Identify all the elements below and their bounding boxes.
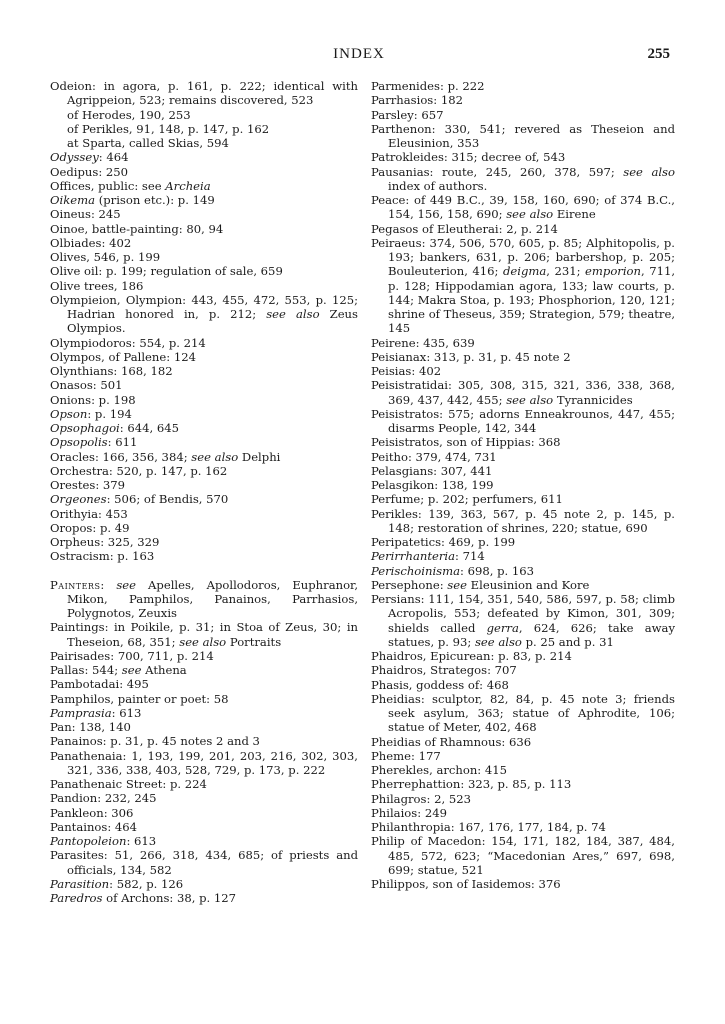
entry-text: Opson <box>50 406 88 421</box>
index-entry <box>371 492 675 506</box>
entry-text: : 464 <box>98 150 129 165</box>
index-entry <box>371 535 675 549</box>
entry-text: : p. 194 <box>87 406 132 421</box>
index-entry <box>50 578 358 621</box>
entry-text: Paintings: in Poikile, p. 31; in Stoa of Zeus, 30; in Theseion, 68, 351; <box>50 620 358 649</box>
entry-text: Olympieion, Olympion: 443, 455, 472, 553, p. 125; Hadrian honored in, p. 212; <box>50 292 358 321</box>
index-entry <box>371 578 675 592</box>
entry-text: Pelasgikon: 138, 199 <box>371 478 494 492</box>
index-entry <box>371 478 675 492</box>
index-entry <box>50 79 358 108</box>
index-entry <box>371 877 675 891</box>
entry-text: Phasis, goddess of: 468 <box>371 677 509 692</box>
entry-text: Peisistratos, son of Hippias: 368 <box>371 435 561 450</box>
index-entry <box>50 848 358 877</box>
entry-text: Peisistratos: 575; adorns Enneakrounos, 447, 455; disarms People, 142, 344 <box>371 406 675 435</box>
entry-text: see also <box>506 207 554 222</box>
entry-text: Paredros <box>50 891 103 905</box>
index-entry <box>50 791 358 805</box>
index-entry <box>50 806 358 820</box>
index-entry <box>371 222 675 236</box>
index-entry <box>50 450 358 464</box>
entry-text: Perikles: 139, 363, 567, p. 45 note 2, p. 145, p. 148; restoration of shrines, 220; statue, 690 <box>371 506 675 535</box>
entry-text: Philagros: 2, 523 <box>371 791 471 806</box>
entry-text: Peirene: 435, 639 <box>371 335 475 350</box>
index-entry <box>371 464 675 478</box>
entry-text: Pheidias of Rhamnous: 636 <box>371 734 532 749</box>
index-entry <box>50 264 358 278</box>
index-entry <box>50 663 358 677</box>
entry-text: see also <box>179 634 227 649</box>
entry-text: Oikema <box>50 193 96 207</box>
entry-text: Apelles, Apollodoros, Euphranor, Mikon, Pamphilos, Panainos, Parrhasios, Polygnotos, Zeuxis <box>67 577 359 620</box>
entry-text: Philippos, son of Iasidemos: 376 <box>371 877 561 891</box>
page-header <box>48 46 670 66</box>
index-entry <box>371 649 675 663</box>
index-entry <box>50 677 358 691</box>
index-entry <box>371 820 675 834</box>
entry-text: see also <box>191 449 239 464</box>
index-subentry <box>50 108 358 122</box>
entry-text: : 506; of Bendis, 570 <box>106 492 229 507</box>
entry-text: Peace: of 449 B.C., 39, 158, 160, 690; of 374 B.C., 154, 156, 158, 690; <box>371 193 675 222</box>
entry-text: : 714 <box>455 549 485 564</box>
entry-text: Orgeones <box>50 492 107 507</box>
index-entry <box>371 792 675 806</box>
entry-text: Pandion: 232, 245 <box>50 791 157 806</box>
entry-text: Odyssey <box>50 150 99 165</box>
index-entry <box>50 720 358 734</box>
index-entry <box>50 820 358 834</box>
index-entry <box>50 336 358 350</box>
index-entry <box>371 735 675 749</box>
index-entry <box>371 378 675 407</box>
index-entry <box>371 236 675 336</box>
index-entry <box>50 207 358 221</box>
entry-text: emporion <box>585 264 642 279</box>
index-entry <box>371 678 675 692</box>
entry-text: Parthenon: 330, 541; revered as Theseion and Eleusinion, 353 <box>371 121 675 150</box>
entry-text: see also <box>474 634 522 649</box>
index-entry <box>50 150 358 164</box>
index-entry <box>50 492 358 506</box>
index-entry <box>371 93 675 107</box>
index-entry <box>371 549 675 563</box>
entry-text: Eleusinion and Kore <box>466 577 590 592</box>
index-entry <box>50 222 358 236</box>
entry-text: Archeia <box>165 178 211 193</box>
index-entry <box>50 165 358 179</box>
entry-text: , 624, 626; take away statues, p. 93; <box>388 620 675 649</box>
index-entry <box>371 507 675 536</box>
entry-text: Phaidros, Epicurean: p. 83, p. 214 <box>371 649 572 663</box>
index-subentry <box>50 122 358 136</box>
index-entry <box>371 193 675 222</box>
entry-text: Phaidros, Strategos: 707 <box>371 663 517 678</box>
index-entry <box>371 108 675 122</box>
entry-text: at Sparta, called Skias, 594 <box>67 136 229 150</box>
entry-text: p. 25 and p. 31 <box>521 634 614 649</box>
entry-text: Delphi <box>238 449 281 464</box>
index-column-left <box>50 79 358 905</box>
index-entry <box>50 393 358 407</box>
index-entry <box>50 293 358 336</box>
entry-text: Pherrephattion: 323, p. 85, p. 113 <box>371 777 572 792</box>
entry-text: Orchestra: 520, p. 147, p. 162 <box>50 463 228 478</box>
entry-text: Panathenaic Street: p. 224 <box>50 777 207 791</box>
entry-text: Philanthropia: 167, 176, 177, 184, p. 74 <box>371 820 606 834</box>
index-entry <box>50 478 358 492</box>
entry-text: Olynthians: 168, 182 <box>50 364 173 378</box>
index-entry <box>371 592 675 649</box>
entry-text: Pambotadai: 495 <box>50 677 149 692</box>
entry-text: Oropos: p. 49 <box>50 520 130 535</box>
entry-text: Pallas: 544; <box>50 663 122 677</box>
entry-text: Pamprasia <box>50 705 112 720</box>
index-entry <box>371 165 675 194</box>
index-entry <box>371 450 675 464</box>
index-entry <box>50 549 358 563</box>
entry-text: Peitho: 379, 474, 731 <box>371 449 497 464</box>
entry-text: Pan: 138, 140 <box>50 720 131 734</box>
index-entry <box>371 777 675 791</box>
entry-text: Olbiades: 402 <box>50 235 132 250</box>
entry-text: Perirrhanteria <box>371 549 456 564</box>
entry-text: Pantainos: 464 <box>50 819 138 834</box>
index-entry <box>50 179 358 193</box>
index-entry <box>50 193 358 207</box>
entry-text: see <box>116 577 137 592</box>
entry-text: Parasition <box>50 876 110 891</box>
page-number: 255 <box>647 46 670 62</box>
entry-text: Persians: 111, 154, 351, 540, 586, 597, p. 58; climb Acropolis, 553; defeated by Kimon, 301, 309; shields called <box>371 592 675 635</box>
index-entry <box>50 250 358 264</box>
entry-text: Tyrannicides <box>553 392 633 407</box>
entry-text: Pankleon: 306 <box>50 805 134 820</box>
entry-text: see <box>121 663 142 677</box>
entry-text: Onasos: 501 <box>50 378 123 393</box>
entry-text: index of authors. <box>388 178 488 193</box>
index-entry <box>50 435 358 449</box>
entry-text: Pherekles, archon: 415 <box>371 763 508 777</box>
index-entry <box>50 706 358 720</box>
entry-text: : 582, p. 126 <box>109 876 184 891</box>
index-entry <box>50 891 358 905</box>
entry-text: Parsley: 657 <box>371 107 444 122</box>
entry-text: Olives, 546, p. 199 <box>50 250 161 264</box>
entry-text: Pegasos of Eleutherai: 2, p. 214 <box>371 221 558 236</box>
index-entry <box>50 464 358 478</box>
entry-text: Portraits <box>226 634 282 649</box>
index-entry <box>371 336 675 350</box>
entry-text: Peiraeus: 374, 506, 570, 605, p. 85; Alphitopolis, p. 193; bankers, 631, p. 206; barbershop, p. 205; Bouleuterion, 416; <box>371 235 675 279</box>
entry-text: see also <box>266 307 320 321</box>
entry-text: of Archons: 38, p. 127 <box>102 891 237 905</box>
index-entry <box>50 236 358 250</box>
page-title: INDEX <box>333 46 385 62</box>
entry-text: Olive trees, 186 <box>50 278 144 293</box>
index-entry <box>371 806 675 820</box>
index-entry <box>50 378 358 392</box>
entry-text: Parmenides: p. 222 <box>371 79 485 93</box>
index-entry <box>50 777 358 791</box>
entry-text: Olive oil: p. 199; regulation of sale, 659 <box>50 264 283 279</box>
index-entry <box>371 364 675 378</box>
entry-text: Pausanias: route, 245, 260, 378, 597; <box>371 164 624 179</box>
entry-text: : 644, 645 <box>119 421 180 435</box>
entry-text: Ostracism: p. 163 <box>50 549 155 564</box>
index-entry <box>50 421 358 435</box>
entry-text: Panathenaia: 1, 193, 199, 201, 203, 216, 302, 303, 321, 336, 338, 403, 528, 729, p. 173, p. 222 <box>50 748 358 777</box>
index-entry <box>50 692 358 706</box>
entry-text: Panainos: p. 31, p. 45 notes 2 and 3 <box>50 734 260 749</box>
index-entry <box>50 521 358 535</box>
entry-text: Oracles: 166, 356, 384; <box>50 449 192 464</box>
index-entry <box>371 435 675 449</box>
entry-text: Orpheus: 325, 329 <box>50 535 160 549</box>
index-entry <box>50 279 358 293</box>
index-column-right <box>371 79 675 891</box>
index-entry <box>371 834 675 877</box>
entry-text: Onions: p. 198 <box>50 392 136 407</box>
entry-text: Peisianax: 313, p. 31, p. 45 note 2 <box>371 349 571 364</box>
index-entry <box>371 350 675 364</box>
entry-text: : 613 <box>111 705 142 720</box>
entry-text: see also <box>623 164 675 179</box>
entry-text: Pheidias: sculptor, 82, 84, p. 45 note 3; friends seek asylum, 363; statue of Aphrodite, 106; statue of Meter, 402, 468 <box>371 691 675 735</box>
index-entry <box>371 564 675 578</box>
entry-text: Pantopoleion <box>50 834 127 848</box>
entry-text: Oedipus: 250 <box>50 164 129 179</box>
index-entry <box>50 507 358 521</box>
entry-text: Parasites: 51, 266, 318, 434, 685; of priests and officials, 134, 582 <box>50 848 358 877</box>
entry-text: Opsophagoi <box>50 421 120 435</box>
index-entry <box>50 407 358 421</box>
index-entry <box>50 749 358 778</box>
entry-text: , 711, p. 128; Hippodamian agora, 133; law courts, p. 144; Makra Stoa, p. 193; Phosphorion, 120, 121; shrine of Theseus, 359; Strategion, 579; theatre, 145 <box>388 264 676 336</box>
entry-text: Persephone: <box>371 577 448 592</box>
index-subentry <box>50 136 358 150</box>
entry-text: Perfume; p. 202; perfumers, 611 <box>371 492 563 507</box>
entry-text: Athena <box>141 663 187 677</box>
entry-text: : 613 <box>126 834 157 848</box>
index-entry <box>371 763 675 777</box>
entry-text: deigma <box>502 264 547 279</box>
entry-text: : 611 <box>107 435 138 450</box>
entry-text: Peisistratidai: 305, 308, 315, 321, 336, 338, 368, 369, 437, 442, 455; <box>371 378 675 407</box>
entry-text: , 231; <box>546 264 586 279</box>
index-entry <box>50 877 358 891</box>
entry-text: see <box>447 577 467 592</box>
index-entry <box>50 350 358 364</box>
index-entry <box>50 535 358 549</box>
entry-text: (prison etc.): p. 149 <box>95 193 215 207</box>
entry-text: Zeus Olympios. <box>67 307 358 336</box>
entry-text: of Perikles, 91, 148, p. 147, p. 162 <box>67 121 270 136</box>
index-entry <box>371 150 675 164</box>
entry-text: Oineus: 245 <box>50 207 121 222</box>
entry-text: Pamphilos, painter or poet: 58 <box>50 691 229 706</box>
index-entry <box>50 649 358 663</box>
entry-text: Orithyia: 453 <box>50 506 128 521</box>
entry-text: Offices, public: see <box>50 178 166 193</box>
index-entry <box>50 620 358 649</box>
entry-text: Eirene <box>553 207 596 222</box>
entry-text: Patrokleides: 315; decree of, 543 <box>371 150 566 165</box>
entry-text: see also <box>506 392 554 407</box>
entry-text: Painters <box>50 577 101 592</box>
entry-text: Oinoe, battle-painting: 80, 94 <box>50 221 224 236</box>
entry-text: of Herodes, 190, 253 <box>67 107 191 122</box>
index-entry <box>371 663 675 677</box>
entry-text: Orestes: 379 <box>50 478 126 492</box>
entry-text: gerra <box>486 620 519 635</box>
entry-text: Peripatetics: 469, p. 199 <box>371 535 516 549</box>
entry-text: Philaios: 249 <box>371 805 447 820</box>
index-entry <box>371 692 675 735</box>
entry-text: Olympiodoros: 554, p. 214 <box>50 335 206 350</box>
entry-text: Peisias: 402 <box>371 364 442 378</box>
entry-text: Philip of Macedon: 154, 171, 182, 184, 387, 484, 485, 572, 623; “Macedonian Ares,” 697, 698, 699; statue, 521 <box>371 834 675 877</box>
entry-text: Pairisades: 700, 711, p. 214 <box>50 648 214 663</box>
entry-text: Odeion: in agora, p. 161, p. 222; identical with Agrippeion, 523; remains discovered, 523 <box>50 79 358 108</box>
index-entry <box>371 79 675 93</box>
index-entry <box>50 734 358 748</box>
entry-text: : 698, p. 163 <box>460 563 535 578</box>
entry-text: Pheme: 177 <box>371 748 441 763</box>
entry-text: Opsopolis <box>50 435 108 450</box>
entry-text: Olympos, of Pallene: 124 <box>50 349 196 364</box>
entry-text: Perischoinisma <box>371 563 461 578</box>
entry-text: Pelasgians: 307, 441 <box>371 463 493 478</box>
entry-text: : <box>100 577 117 592</box>
index-entry <box>371 122 675 151</box>
index-entry <box>371 407 675 436</box>
entry-text: Parrhasios: 182 <box>371 93 463 108</box>
index-entry <box>371 749 675 763</box>
index-entry <box>50 834 358 848</box>
index-entry <box>50 364 358 378</box>
